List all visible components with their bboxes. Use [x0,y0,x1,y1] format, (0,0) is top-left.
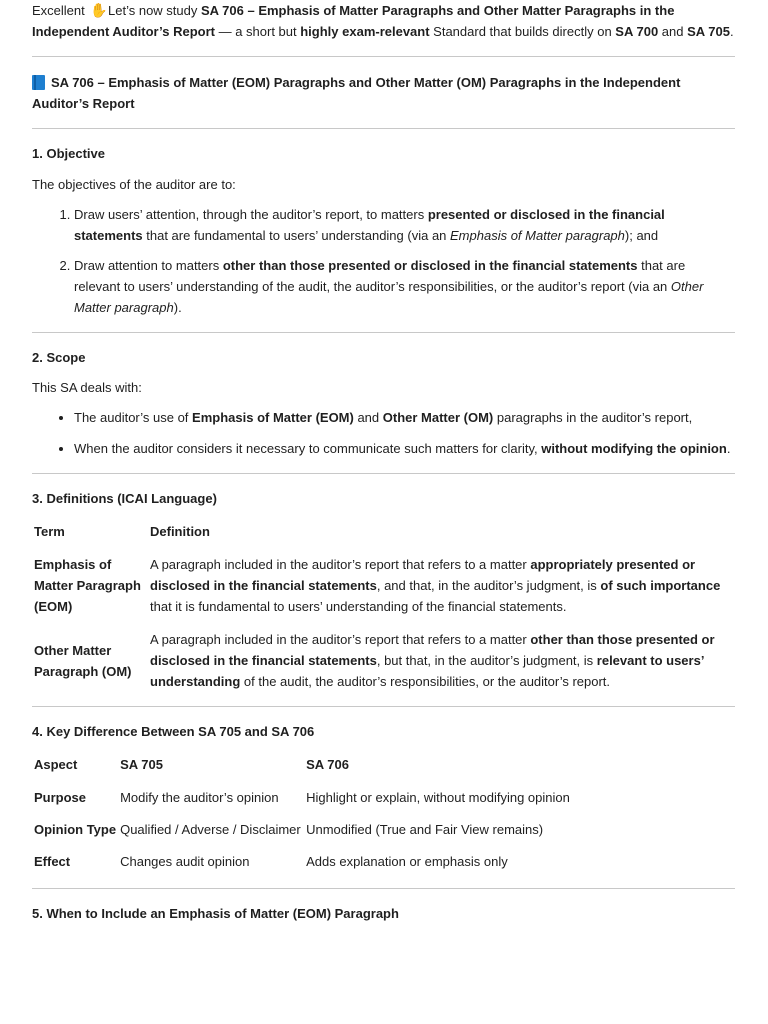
table-header-row [32,753,572,776]
sa706-cell: Unmodified (True and Fair View remains) [306,822,544,837]
section-heading-scope: 2. Scope [32,350,86,365]
intro-text-4: and [658,24,688,39]
om-text-3: of the audit, the auditor’s responsibilities, or the auditor’s report. [240,674,611,689]
intro-text-5: . [730,24,734,39]
intro-bold-sa700: SA 700 [615,24,659,39]
intro-text-2: — a short but [214,24,301,39]
table-header-sa706: SA 706 [306,757,349,772]
obj2-italic: Other Matter paragraph [74,279,704,315]
section-heading-objective: 1. Objective [32,146,105,161]
divider [32,473,735,474]
sa705-cell: Modify the auditor’s opinion [120,790,279,805]
obj1-text-1: Draw users’ attention, through the auditor’s report, to matters [74,207,428,222]
divider [32,888,735,889]
sa706-cell: Adds explanation or emphasis only [306,854,508,869]
table-row [32,776,572,808]
table-header-sa705: SA 705 [120,757,163,772]
table-header-aspect: Aspect [34,757,78,772]
obj2-text-1: Draw attention to matters [74,258,223,273]
section-heading-difference: 4. Key Difference Between SA 705 and SA 706 [32,724,315,739]
table-row [32,617,735,692]
table-header-definition: Definition [150,523,210,539]
scope2-text-2: . [726,441,731,456]
table-header-term: Term [34,523,65,539]
page-title [32,72,735,114]
scope1-bold-om: Other Matter (OM) [382,410,494,425]
objective-list [32,204,735,318]
table-row [32,808,572,840]
aspect-cell: Opinion Type [34,822,117,837]
scope-lead: This SA deals with: [32,380,142,395]
obj1-text-3: ); and [624,228,659,243]
eom-text-3: that it is fundamental to users’ understanding of the financial statements. [150,599,567,614]
om-text-1: A paragraph included in the auditor’s report that refers to a matter [150,632,531,647]
aspect-cell: Effect [34,854,71,869]
scope1-text-1: The auditor’s use of [74,410,193,425]
sa705-cell: Qualified / Adverse / Disclaimer [120,822,301,837]
list-item [74,204,735,246]
thumbs-up-icon: ✋ [90,2,108,18]
om-bold-1: other than those presented or disclosed in the financial statements [150,632,715,668]
table-row [32,542,735,617]
table-row [32,840,572,872]
intro-text-1: Let’s now study [108,3,201,18]
scope1-bold-eom: Emphasis of Matter (EOM) [192,410,354,425]
list-item [74,407,735,428]
blue-book-icon [32,75,45,90]
divider [32,56,735,57]
intro-bold-standard: SA 706 – Emphasis of Matter Paragraphs and Other Matter Paragraphs in the Independent Auditor’s Report [32,3,675,39]
definitions-table [32,520,735,692]
om-text-2: , but that, in the auditor’s judgment, is [376,653,597,668]
divider [32,128,735,129]
definition-eom [148,542,735,617]
scope2-text-1: When the auditor considers it necessary to communicate such matters for clarity, [74,441,542,456]
eom-text-2: , and that, in the auditor’s judgment, is [376,578,601,593]
intro-text-3: Standard that builds directly on [429,24,616,39]
table-header-row [32,520,735,542]
om-bold-2: relevant to users’ understanding [150,653,704,689]
divider [32,332,735,333]
section-heading-definitions: 3. Definitions (ICAI Language) [32,491,217,506]
term-eom: Emphasis of Matter Paragraph (EOM) [34,557,141,614]
scope1-text-3: paragraphs in the auditor’s report, [493,410,693,425]
term-om: Other Matter Paragraph (OM) [34,642,132,679]
intro-bold-sa705: SA 705 [687,24,730,39]
obj2-bold: other than those presented or disclosed in the financial statements [222,258,638,273]
obj1-text-2: that are fundamental to users’ understanding (via an [142,228,451,243]
obj2-text-3: ). [173,300,182,315]
scope1-text-2: and [353,410,383,425]
objective-lead: The objectives of the auditor are to: [32,177,236,192]
scope2-bold: without modifying the opinion [541,441,727,456]
divider [32,706,735,707]
eom-bold-1: appropriately presented or disclosed in the financial statements [150,557,696,593]
intro-paragraph [32,0,735,42]
eom-bold-2: of such importance [600,578,721,593]
scope-list [32,407,735,459]
obj1-italic: Emphasis of Matter paragraph [450,228,625,243]
list-item [74,438,735,459]
sa705-cell: Changes audit opinion [120,854,250,869]
section-heading-when: 5. When to Include an Emphasis of Matter (EOM) Paragraph [32,906,399,921]
definition-om [148,617,735,692]
page-title-text: SA 706 – Emphasis of Matter (EOM) Paragraphs and Other Matter (OM) Paragraphs in the Independent Auditor’s Report [32,75,681,111]
list-item [74,255,735,318]
eom-text-1: A paragraph included in the auditor’s report that refers to a matter [150,557,531,572]
obj1-bold: presented or disclosed in the financial statements [74,207,665,243]
obj2-text-2: that are relevant to users’ understanding of the audit, the auditor’s responsibilities, or the auditor’s report (via an [74,258,686,294]
difference-table [32,753,572,872]
intro-bold-exam: highly exam-relevant [300,24,430,39]
aspect-cell: Purpose [34,790,87,805]
sa706-cell: Highlight or explain, without modifying opinion [306,790,570,805]
intro-lead: Excellent [32,3,85,18]
